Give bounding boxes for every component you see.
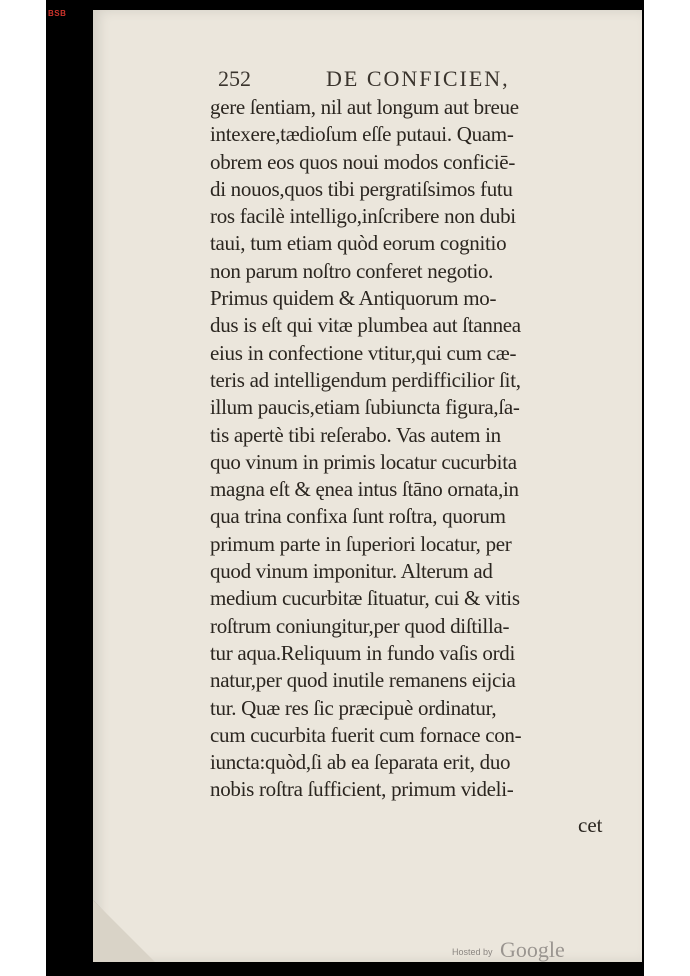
catchword: cet <box>578 813 603 837</box>
text-line: illum paucis,etiam ſubiuncta figura,ſa- <box>210 395 520 420</box>
text-line: tur. Quæ res ſic præcipuè ordinatur, <box>210 695 497 720</box>
text-line: gere ſentiam, nil aut longum aut breue <box>210 95 519 119</box>
google-logo: Google <box>499 937 565 962</box>
text-line: roſtrum coniungitur,per quod diſtilla- <box>210 613 510 638</box>
text-line: iuncta:quòd,ſi ab ea ſeparata erit, duo <box>210 750 511 775</box>
page-number: 252 <box>218 66 251 91</box>
text-line: di nouos,quos tibi pergratiſsimos futu <box>210 176 513 201</box>
text-line: quod vinum imponitur. Alterum ad <box>210 559 493 584</box>
text-line: eius in confectione vtitur,qui cum cæ- <box>210 340 517 365</box>
text-line: obrem eos quos noui modos conficiē- <box>210 149 516 174</box>
hosted-by-watermark <box>452 937 565 967</box>
text-line: cum cucurbita fuerit cum fornace con- <box>210 722 522 747</box>
text-line: nobis roſtra ſufficient, primum videli- <box>210 777 514 802</box>
text-line: tis apertè tibi reſerabo. Vas autem in <box>210 422 501 447</box>
text-line: quo vinum in primis locatur cucurbita <box>210 449 517 474</box>
text-line: taui, tum etiam quòd eorum cognitio <box>210 231 507 256</box>
text-line: dus is eſt qui vitæ plumbea aut ſtannea <box>210 313 521 338</box>
text-line: ros facilè intelligo,inſcribere non dubi <box>210 204 516 229</box>
text-line: magna eſt & ęnea intus ſtāno ornata,in <box>210 477 519 502</box>
body-text <box>210 94 630 804</box>
library-mark: BSB <box>48 9 67 18</box>
text-line: tur aqua.Reliquum in fundo vaſis ordi <box>210 640 516 665</box>
text-line: primum parte in ſuperiori locatur, per <box>210 531 512 556</box>
text-line: Primus quidem & Antiquorum mo- <box>210 286 497 311</box>
hosted-by-label: Hosted by <box>452 947 493 957</box>
text-line: teris ad intelligendum perdifficilior ſit, <box>210 367 521 392</box>
running-title: DE CONFICIEN, <box>326 66 510 91</box>
text-line: non parum noſtro conferet negotio. <box>210 258 494 283</box>
text-line: qua trina confixa ſunt roſtra, quorum <box>210 504 506 529</box>
running-head <box>218 66 618 96</box>
text-line: intexere,tædioſum eſſe putaui. Quam- <box>210 122 514 147</box>
text-line: medium cucurbitæ ſituatur, cui & vitis <box>210 586 520 611</box>
text-line: natur,per quod inutile remanens eijcia <box>210 668 516 693</box>
